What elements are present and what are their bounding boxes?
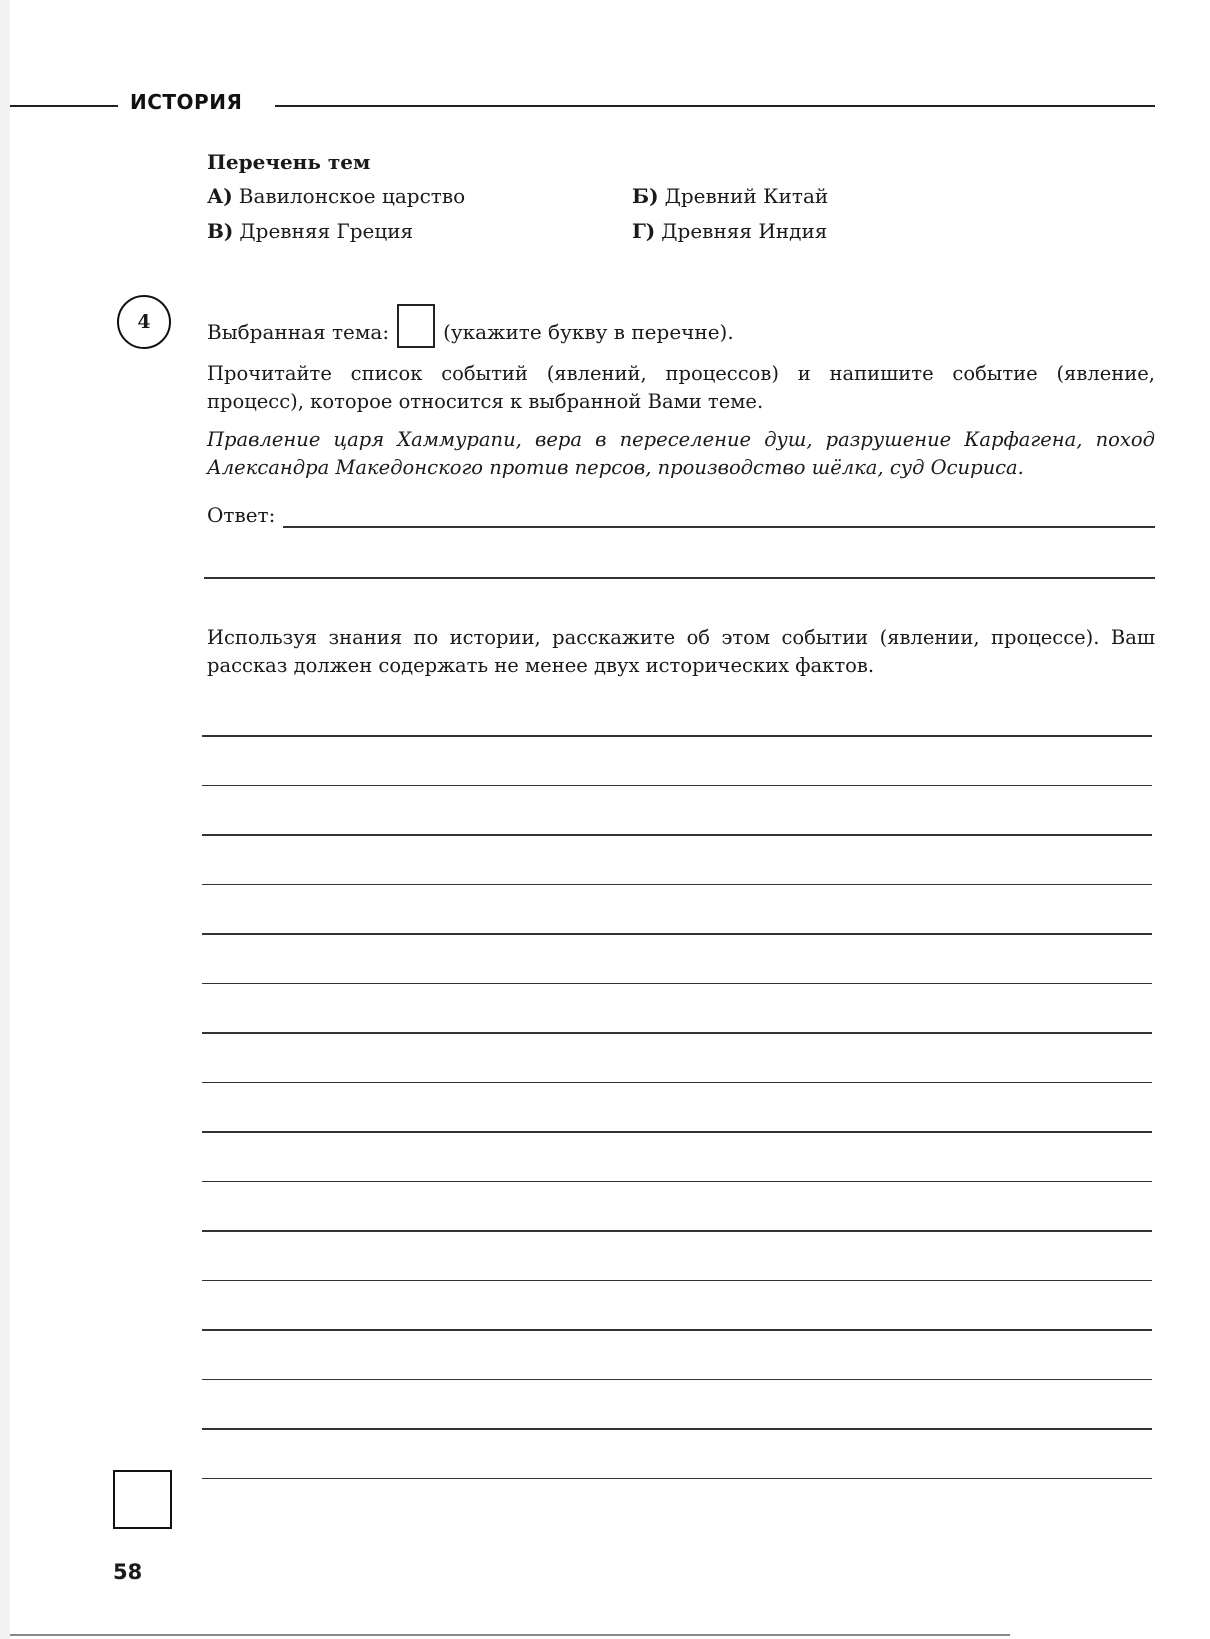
answer-label: Ответ: [207,503,276,527]
chosen-topic-input-box[interactable] [397,304,435,348]
topic-letter: Б) [632,184,659,208]
writing-line[interactable] [202,1428,1152,1430]
writing-line[interactable] [202,1280,1152,1282]
task-number-badge: 4 [117,295,171,349]
page-bottom-rule [10,1634,1010,1636]
page-number: 58 [113,1560,143,1584]
header-rule-right [275,105,1155,107]
writing-line[interactable] [202,735,1152,737]
topic-a [207,184,465,208]
chosen-topic-label: Выбранная тема: [207,320,390,344]
topic-name: Древняя Греция [239,219,414,243]
topic-letter: В) [207,219,234,243]
header-rule-left [10,105,118,107]
writing-line[interactable] [202,1230,1152,1232]
chosen-topic-row [207,310,734,354]
writing-line[interactable] [202,1181,1152,1183]
topic-name: Древний Китай [664,184,829,208]
writing-line[interactable] [202,1082,1152,1084]
page-edge [0,0,10,1639]
writing-line[interactable] [202,785,1152,787]
topic-g [632,219,827,243]
section-title: ИСТОРИЯ [130,90,243,114]
answer-line[interactable] [204,577,1155,579]
writing-line[interactable] [202,1329,1152,1331]
writing-line[interactable] [202,1379,1152,1381]
topic-b [632,184,828,208]
answer-line[interactable] [283,526,1155,528]
writing-line[interactable] [202,1032,1152,1034]
topics-title: Перечень тем [207,150,371,174]
writing-area[interactable] [202,735,1152,1527]
topic-name: Древняя Индия [661,219,828,243]
writing-line[interactable] [202,834,1152,836]
writing-line[interactable] [202,983,1152,985]
writing-line[interactable] [202,1478,1152,1480]
chosen-topic-hint: (укажите букву в перечне). [443,320,734,344]
events-list: Правление царя Хаммурапи, вера в переселение душ, разрушение Карфагена, поход Александра Македонского против персов, производство шёлка, суд Осириса. [207,428,1155,479]
topic-letter: А) [207,184,233,208]
writing-line[interactable] [202,884,1152,886]
story-instruction: Используя знания по истории, расскажите об этом событии (явлении, процессе). Ваш рассказ должен содержать не менее двух исторических фактов. [207,626,1155,677]
writing-line[interactable] [202,1131,1152,1133]
score-box[interactable] [113,1470,172,1529]
writing-line[interactable] [202,933,1152,935]
topic-letter: Г) [632,219,656,243]
task-instruction: Прочитайте список событий (явлений, процессов) и напишите событие (явление, процесс), которое относится к выбранной Вами теме. [207,362,1155,413]
topic-name: Вавилонское царство [238,184,466,208]
topic-v [207,219,413,243]
